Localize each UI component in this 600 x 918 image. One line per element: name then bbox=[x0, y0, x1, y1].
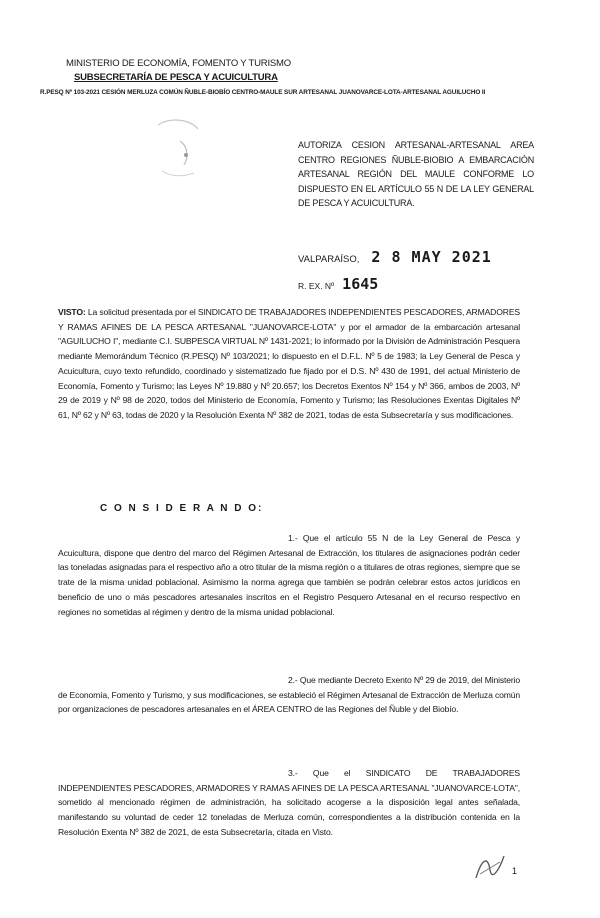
considerando-1: 1.- Que el artículo 55 N de la Ley General de Pesca y Acuicultura, dispone que dentro del marco del Régimen Artesanal de Extracción, los titulares de asignaciones podrán ceder las toneladas asignadas para el respectivo año a otro titular de la misma región o a titulares de otras regiones, siempre que se trate de la misma unidad poblacional. Asimismo la norma agrega que también se podrán celebrar estos actos jurídicos en beneficio de uno o más pescadores artesanales inscritos en el Registro Pesquero Artesanal en el recurso respectivo en regiones no sometidas al régimen y dentro de la misma unidad poblacional. bbox=[58, 533, 520, 617]
reference-line: R.PESQ Nº 103-2021 CESIÓN MERLUZA COMÚN ÑUBLE-BIOBÍO CENTRO-MAULE SUR ARTESANAL JUANOVARCE-LOTA-ARTESANAL AGUILUCHO II bbox=[40, 89, 486, 96]
considerando-2: 2.- Que mediante Decreto Exento Nº 29 de 2019, del Ministerio de Economía, Fomento y Turismo, y sus modificaciones, se estableció el Régimen Artesanal de Extracción de Merluza común por organizaciones de pescadores artesanales en el ÁREA CENTRO de las Regiones del Ñuble y del Biobío. bbox=[58, 675, 520, 715]
considerando-3: 3.- Que el SINDICATO DE TRABAJADORES INDEPENDIENTES PESCADORES, ARMADORES Y RAMAS AFINES DE LA PESCA ARTESANAL "JUANOVARCE-LOTA", sometido al mencionado régimen de administración, ha solicitado acogerse a la disposición legal antes señalada, manifestando su voluntad de ceder 12 toneladas de Merluza común, correspondientes a la distribución contenida en la Resolución Exenta Nº 382 de 2021, de esta Subsecretaría, citada en Visto. bbox=[58, 768, 520, 837]
resolution-number-value: 1645 bbox=[342, 275, 379, 293]
visto-text: La solicitud presentada por el SINDICATO DE TRABAJADORES INDEPENDIENTES PESCADORES, ARMADORES Y RAMAS AFINES DE LA PESCA ARTESANAL "JUANOVARCE-LOTA" y por el armador de la embarcación artesanal "AGUILUCHO I", mediante C.I. SUBPESCA VIRTUAL Nº 1431-2021; lo informado por la División de Administración Pesquera mediante Memorándum Técnico (R.PESQ) Nº 103/2021; lo dispuesto en el D.F.L. Nº 5 de 1983; la Ley General de Pesca y Acuicultura, cuyo texto refundido, coordinado y sistematizado fue fijado por el D.S. Nº 430 de 1991, del actual Ministerio de Economía, Fomento y Turismo; las Leyes Nº 19.880 y Nº 20.657; los Decretos Exentos Nº 154 y Nº 366, ambos de 2003, Nº 29 de 2019 y Nº 98 de 2020, todos del Ministerio de Economía, Fomento y Turismo; las Resoluciones Exentas Digitales Nº 61, Nº 62 y Nº 63, todas de 2020 y la Resolución Exenta Nº 382 de 2021, todas de esta Subsecretaría y sus modificaciones. bbox=[58, 307, 520, 420]
initials-signature bbox=[470, 848, 510, 888]
place-and-date bbox=[298, 248, 492, 266]
date-stamp: 2 8 MAY 2021 bbox=[371, 248, 492, 266]
ministry-name: MINISTERIO DE ECONOMÍA, FOMENTO Y TURISMO bbox=[66, 58, 291, 69]
resolution-summary: AUTORIZA CESION ARTESANAL-ARTESANAL AREA CENTRO REGIONES ÑUBLE-BIOBIO A EMBARCACIÓN ARTESANAL REGIÓN DEL MAULE CONFORME LO DISPUESTO EN EL ARTÍCULO 55 N DE LA LEY GENERAL DE PESCA Y ACUICULTURA. bbox=[298, 140, 534, 209]
resolution-label: R. EX. Nº bbox=[298, 281, 335, 291]
faint-stamp-mark bbox=[150, 115, 210, 185]
page-number: 1 bbox=[512, 866, 518, 876]
considerando-heading: C O N S I D E R A N D O: bbox=[100, 503, 264, 514]
visto-lead: VISTO: bbox=[58, 307, 86, 317]
resolution-number bbox=[298, 275, 378, 293]
subsecretaria-name: SUBSECRETARÍA DE PESCA Y ACUICULTURA bbox=[74, 72, 278, 83]
visto-paragraph bbox=[58, 305, 520, 423]
place: VALPARAÍSO, bbox=[298, 254, 360, 265]
